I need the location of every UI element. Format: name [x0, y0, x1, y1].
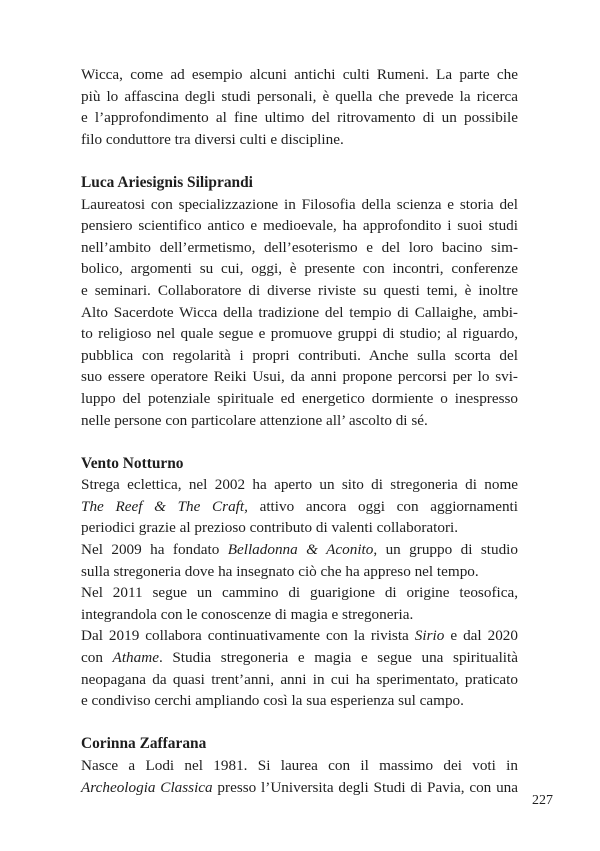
bio-heading: Vento Notturno [81, 454, 184, 472]
text-line: più lo affascina degli studi personali, è quella che prevede la ricerca [81, 87, 518, 105]
bio-luca [81, 172, 518, 431]
text-line: Strega eclettica, nel 2002 ha aperto un sito di stregoneria di nome [81, 476, 518, 494]
text-line: periodici grazie al prezioso contributo di valenti collaboratori. [81, 519, 459, 537]
italic-title: Sirio [414, 627, 445, 645]
bio-heading: Luca Ariesignis Siliprandi [81, 173, 253, 191]
text-line: nelle persone con particolare attenzione all’ ascolto di sé. [81, 411, 428, 429]
text-line: The Reef & The Craft, attivo ancora oggi con aggiornamenti [81, 497, 518, 515]
text-line: Alto Sacerdote Wicca della tradizione del tempio di Callaighe, ambi- [81, 303, 518, 321]
italic-title: Athame [112, 649, 159, 667]
text-line: e l’approfondimento al fine ultimo del ritrovamento di un possibile [81, 109, 518, 127]
text-line: pubblica con regolarità i propri contributi. Anche sulla scorta del [81, 346, 518, 364]
text-line: Nel 2011 segue un cammino di guarigione di origine teosofica, [81, 584, 518, 602]
text-line: sulla stregoneria dove ha insegnato ciò che ha appreso nel tempo. [81, 562, 479, 580]
text-line: Wicca, come ad esempio alcuni antichi culti Rumeni. La parte che [81, 66, 518, 83]
text-line: filo conduttore tra diversi culti e discipline. [81, 130, 344, 148]
text-line: Nel 2009 ha fondato Belladonna & Aconito, un gruppo di studio [81, 541, 518, 559]
text-line: Dal 2019 collabora continuativamente con la rivista Sirio e dal 2020 [81, 627, 518, 645]
text-line: bolico, argomenti su cui, oggi, è presente con incontri, conferenze [81, 260, 518, 278]
text-line: Archeologia Classica presso l’Universita degli Studi di Pavia, con una [81, 778, 518, 796]
text-line: Nasce a Lodi nel 1981. Si laurea con il massimo dei voti in [81, 757, 518, 774]
text-line: e condiviso cerchi ampliando così la sua esperienza sul campo. [81, 692, 464, 710]
italic-title: The Reef & The Craft, [81, 497, 248, 515]
text-line: e seminari. Collaboratore di diverse riviste su questi temi, è inoltre [81, 281, 518, 299]
text-line: con Athame. Studia stregoneria e magia e segue una spiritualità [81, 649, 518, 667]
italic-title: Belladonna & Aconito [227, 541, 374, 559]
bio-vento-notturno [81, 453, 518, 712]
text-line: luppo del potenziale spirituale ed energetico dormiente o inespresso [81, 389, 518, 407]
bio-corinna [81, 733, 518, 798]
page-body [81, 64, 518, 798]
text-line: neopagana da quasi trent’anni, anni in cui ha sperimentato, praticato [81, 670, 518, 688]
intro-paragraph [81, 64, 518, 150]
text-line: integrandola con le conoscenze di magia e stregoneria. [81, 605, 414, 623]
text-line: to religioso nel quale segue e promuove gruppi di studio; al riguardo, [81, 325, 518, 343]
text-line: nell’ambito dell’ermetismo, dell’esoterismo e del loro bacino sim- [81, 238, 518, 256]
bio-heading: Corinna Zaffarana [81, 735, 207, 753]
text-line: Laureatosi con specializzazione in Filosofia della scienza e storia del [81, 195, 518, 213]
text-line: suo essere operatore Reiki Usui, da anni propone percorsi per lo svi- [81, 368, 518, 386]
page-number: 227 [532, 793, 553, 808]
text-line: pensiero scientifico antico e medioevale, ha approfondito i suoi studi [81, 217, 518, 235]
italic-title: Archeologia Classica [81, 778, 213, 796]
